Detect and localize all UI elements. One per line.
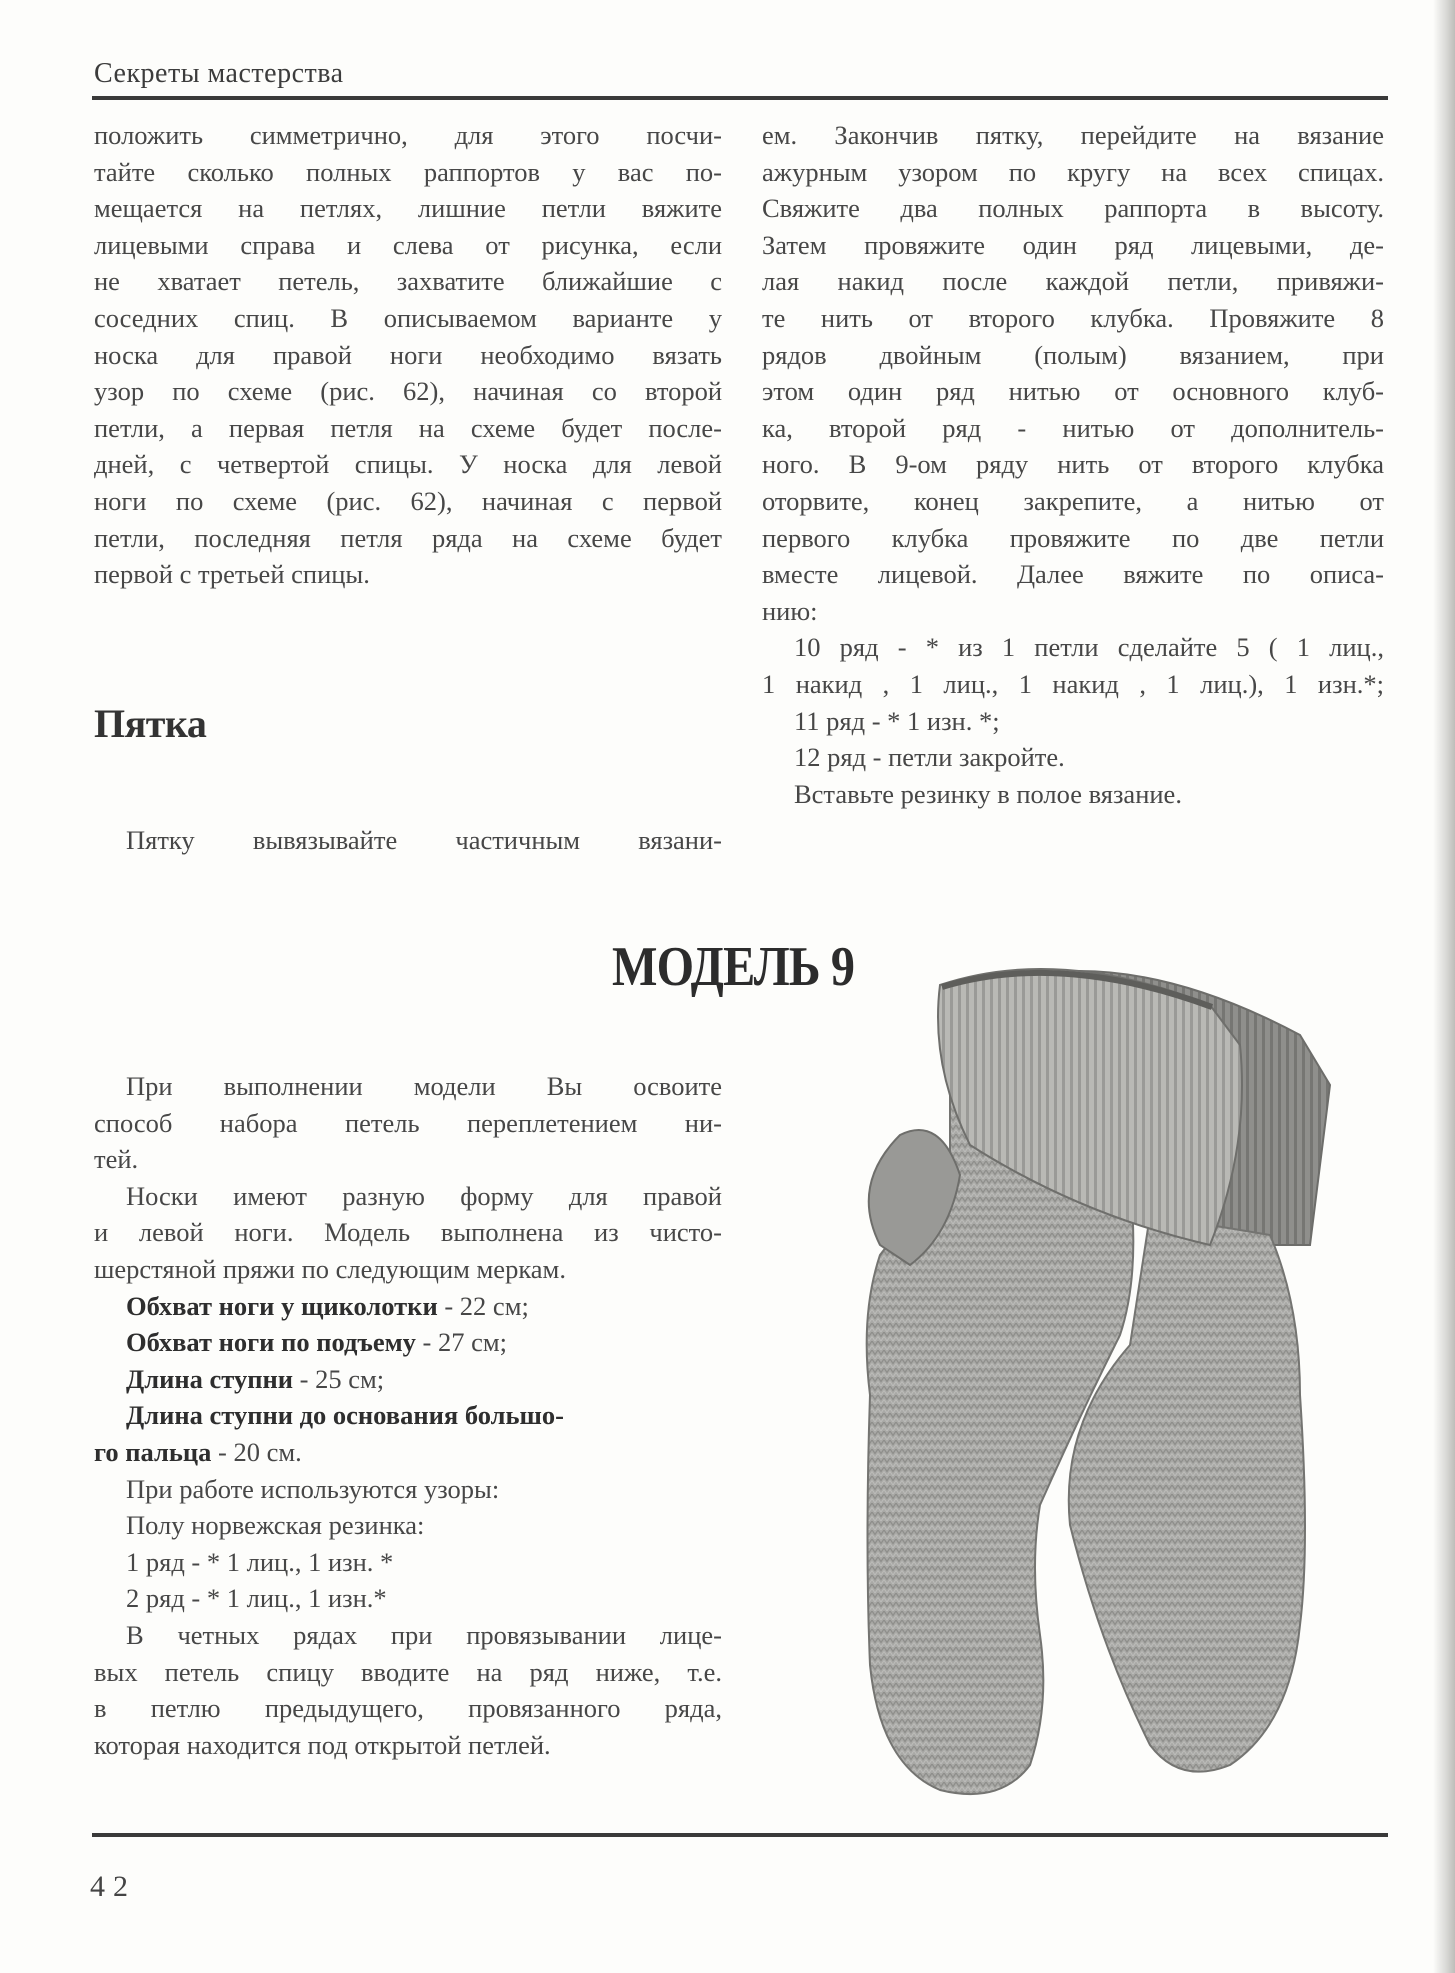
measure-label: Обхват ноги по подъему xyxy=(126,1327,416,1358)
text-line: Затем провяжите один ряд лицевыми, де- xyxy=(762,229,1384,260)
text-line: петли, а первая петля на схеме будет после- xyxy=(94,412,722,443)
measure-line xyxy=(94,1434,722,1471)
measure-label: го пальца xyxy=(94,1436,212,1467)
row-instruction: 12 ряд - петли закройте. xyxy=(794,742,1065,773)
text-line: шерстяной пряжи по следующим меркам. xyxy=(94,1253,566,1284)
text-line: ка, второй ряд - нитью от дополнитель- xyxy=(762,412,1384,443)
measure-line xyxy=(94,1361,722,1398)
text-line: соседних спиц. В описываемом варианте у xyxy=(94,302,722,333)
measure-value: - 20 см. xyxy=(211,1436,302,1467)
row-instruction: 11 ряд - * 1 изн. *; xyxy=(794,705,1000,736)
text-line: в петлю предыдущего, провязанного ряда, xyxy=(94,1693,722,1724)
text-line: тайте сколько полных раппортов у вас по- xyxy=(94,156,722,187)
text-line: не хватает петель, захватите ближайшие с xyxy=(94,266,722,297)
text-line: первого клубка провяжите по две петли xyxy=(762,522,1384,553)
page-edge-shadow xyxy=(1433,0,1455,1973)
text-line: Вставьте резинку в полое вязание. xyxy=(794,778,1182,809)
text-line: В четных рядах при провязывании лице- xyxy=(126,1619,722,1650)
row-instruction: 1 ряд - * 1 лиц., 1 изн. * xyxy=(126,1546,394,1577)
text-line: ноги по схеме (рис. 62), начиная с первой xyxy=(94,485,722,516)
text-line: Пятку вывязывайте частичным вязани- xyxy=(126,825,722,855)
measure-label: Обхват ноги у щиколотки xyxy=(126,1290,438,1321)
text-line: те нить от второго клубка. Провяжите 8 xyxy=(762,302,1384,333)
model-description xyxy=(94,1068,722,1763)
measure-line xyxy=(94,1288,722,1325)
section-heading-heel: Пятка xyxy=(94,701,207,746)
footer-rule xyxy=(92,1833,1388,1837)
running-header: Секреты мастерства xyxy=(94,58,344,89)
text-line: узор по схеме (рис. 62), начиная со второй xyxy=(94,376,722,407)
text-line: ного. В 9-ом ряду нить от второго клубка xyxy=(762,449,1384,480)
row-instruction: 1 накид , 1 лиц., 1 накид , 1 лиц.), 1 изн.*; xyxy=(762,668,1384,699)
text-line: лицевыми справа и слева от рисунка, если xyxy=(94,229,722,260)
text-line: оторвите, конец закрепите, а нитью от xyxy=(762,485,1384,516)
text-line: рядов двойным (полым) вязанием, при xyxy=(762,339,1384,370)
measure-label: Длина ступни до основания большо- xyxy=(126,1400,564,1431)
measure-line xyxy=(94,1397,722,1434)
measure-value: - 22 см; xyxy=(437,1290,529,1321)
page-number: 42 xyxy=(90,1870,136,1903)
text-line: способ набора петель переплетением ни- xyxy=(94,1107,722,1138)
text-line: положить симметрично, для этого посчи- xyxy=(94,120,722,150)
text-line: тей. xyxy=(94,1144,139,1175)
text-line: первой с третьей спицы. xyxy=(94,559,370,590)
text-line: вместе лицевой. Далее вяжите по описа- xyxy=(762,559,1384,590)
model-heading: МОДЕЛЬ 9 xyxy=(612,936,855,998)
row-instruction: 2 ряд - * 1 лиц., 1 изн.* xyxy=(126,1583,387,1614)
measure-label: Длина ступни xyxy=(126,1363,293,1394)
text-line: Свяжите два полных раппорта в высоту. xyxy=(762,193,1384,224)
text-line: мещается на петлях, лишние петли вяжите xyxy=(94,193,722,224)
text-line: дней, с четвертой спицы. У носка для левой xyxy=(94,449,722,480)
text-line: ем. Закончив пятку, перейдите на вязание xyxy=(762,120,1384,150)
right-column-top xyxy=(762,117,1384,812)
text-line: нию: xyxy=(762,595,818,626)
row-instruction: 10 ряд - * из 1 петли сделайте 5 ( 1 лиц., xyxy=(794,632,1384,663)
text-line: петли, последняя петля ряда на схеме будет xyxy=(94,522,722,553)
text-line: и левой ноги. Модель выполнена из чисто- xyxy=(94,1217,722,1248)
text-line: При работе используются узоры: xyxy=(126,1473,500,1504)
text-line: лая накид после каждой петли, привяжи- xyxy=(762,266,1384,297)
pattern-name: Полу норвежская резинка: xyxy=(126,1510,425,1541)
measure-value: - 27 см; xyxy=(415,1327,507,1358)
measure-value: - 25 см; xyxy=(293,1363,385,1394)
measure-line xyxy=(94,1324,722,1361)
text-line: ажурным узором по кругу на всех спицах. xyxy=(762,156,1384,187)
text-line: этом один ряд нитью от основного клуб- xyxy=(762,376,1384,407)
text-line: вых петель спицу вводите на ряд ниже, т.е. xyxy=(94,1656,722,1687)
text-line: носка для правой ноги необходимо вязать xyxy=(94,339,722,370)
text-line: При выполнении модели Вы освоите xyxy=(126,1071,722,1101)
left-column-top xyxy=(94,117,722,593)
socks-photo xyxy=(830,945,1350,1825)
text-line: которая находится под открытой петлей. xyxy=(94,1729,551,1760)
text-line: Носки имеют разную форму для правой xyxy=(126,1180,722,1211)
header-rule xyxy=(92,96,1388,100)
heel-paragraph xyxy=(94,822,722,859)
